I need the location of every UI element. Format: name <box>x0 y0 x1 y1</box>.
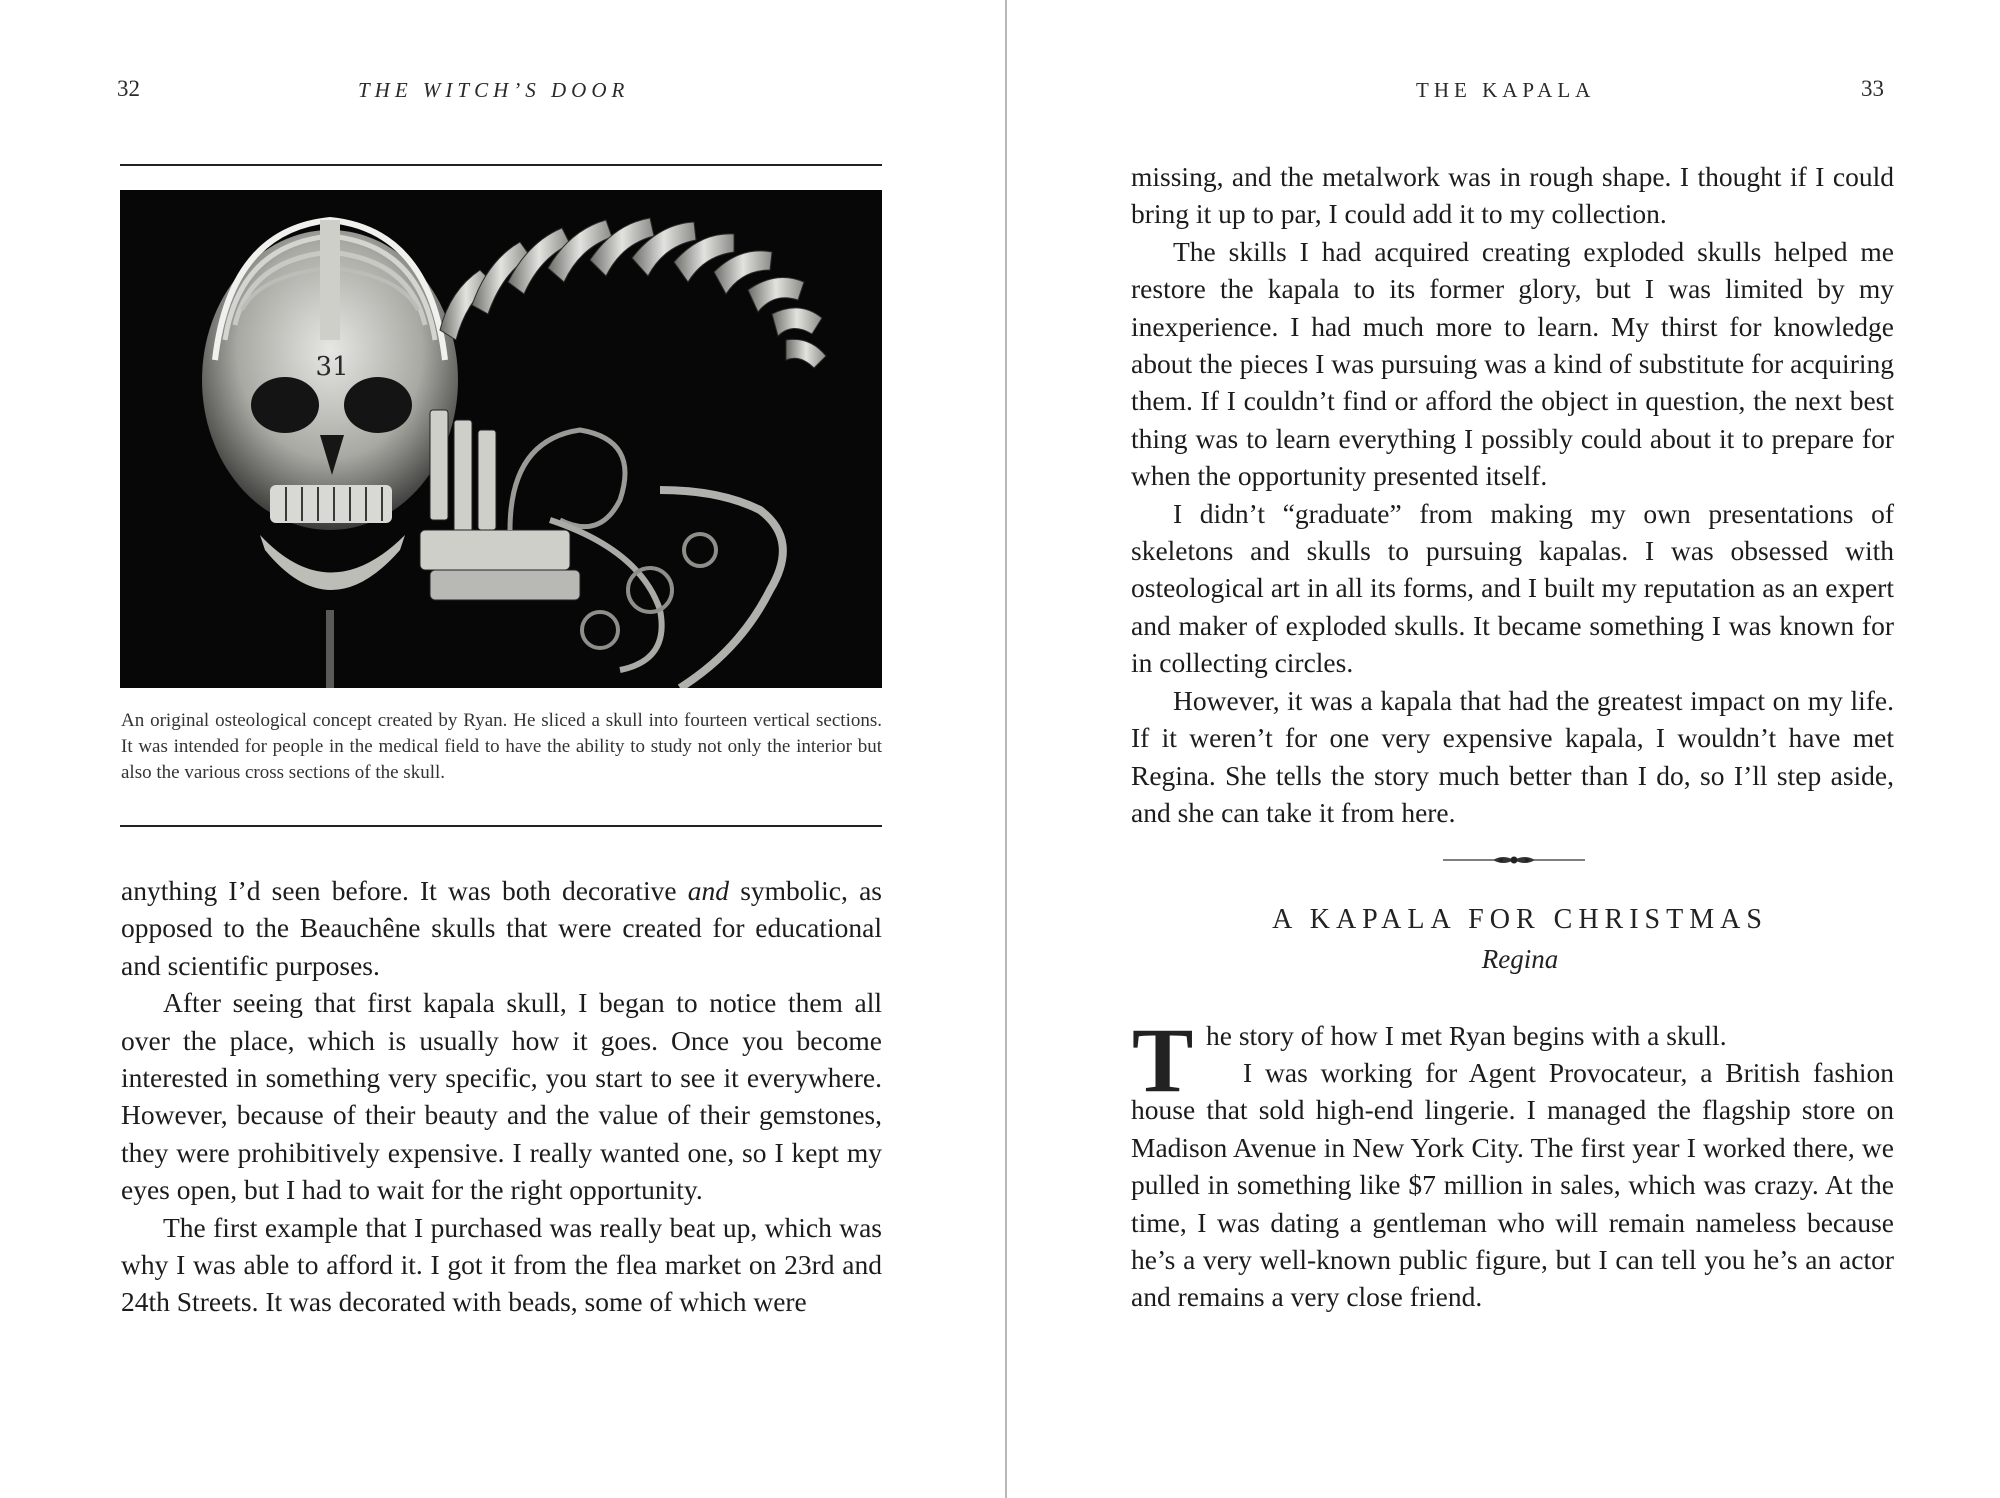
right-paragraph-3: I didn’t “graduate” from making my own presentations of skeletons and skulls to pursuing kapalas. I was obsessed with osteological art in all its forms, and I built my reputation as an expert and maker of exploded skulls. It became something I was known for in collecting circles. <box>1131 497 1894 679</box>
right-paragraph-2: The skills I had acquired creating exploded skulls helped me restore the kapala to its former glory, but I was limited by my inexperience. I had much more to learn. My thirst for knowledge about the pieces I was pursuing was a kind of substitute for acquiring them. If I couldn’t find or afford the object in question, the next best thing was to learn everything I possibly could about it to prepare for when the opportunity presented itself. <box>1131 235 1894 492</box>
figure-bottom-rule <box>120 825 882 827</box>
section-ornament <box>1443 852 1585 868</box>
chapter-title: A KAPALA FOR CHRISTMAS <box>1272 904 1768 935</box>
right-paragraph-4: However, it was a kapala that had the greatest impact on my life. If it weren’t for one very expensive kapala, I wouldn’t have met Regina. She tells the story much better than I do, so I’ll step aside, and she can take it from here. <box>1131 684 1894 828</box>
skull-number-label: 31 <box>315 352 349 382</box>
left-paragraph-1: anything I’d seen before. It was both decorative and symbolic, as opposed to the Beauchêne skulls that were created for educational and scientific purposes. <box>121 875 882 981</box>
drop-cap: T <box>1132 1009 1194 1111</box>
left-paragraph-3: The first example that I purchased was really beat up, which was why I was able to afford it. I got it from the flea market on 23rd and 24th Streets. It was decorated with beads, some of which were <box>121 1211 882 1318</box>
book-gutter <box>1005 0 1007 1498</box>
emphasis-and: and <box>687 875 729 906</box>
chapter-body <box>1131 1054 1894 1316</box>
running-head-left: THE WITCH’S DOOR <box>358 78 630 102</box>
page-number-right: 33 <box>1861 76 1884 101</box>
right-paragraph-1: missing, and the metalwork was in rough shape. I thought if I could bring it up to par, I could add it to my collection. <box>1131 161 1894 230</box>
page-number-left: 32 <box>117 76 140 101</box>
figure-top-rule <box>120 164 882 166</box>
left-paragraph-2: After seeing that first kapala skull, I began to notice them all over the place, which is usually how it goes. Once you become interested in something very specific, you start to see it everywhere. However, because of their beauty and the value of their gemstones, they were prohibitively expensive. I really wanted one, so I kept my eyes open, but I had to wait for the right opportunity. <box>121 987 882 1206</box>
running-head-right: THE KAPALA <box>1416 78 1596 102</box>
chapter-paragraph-2: I was working for Agent Provocateur, a British fashion house that sold high-end lingerie. I managed the flagship store on Madison Avenue in New York City. The first year I worked there, we pulled in something like $7 million in sales, which was crazy. At the time, I was dating a gentleman who will remain nameless because he’s a very well-known public figure, but I can tell you he’s an actor and remains a very close friend. <box>1131 1057 1894 1313</box>
chapter-author: Regina <box>1481 944 1559 974</box>
exploded-skull-photo <box>120 190 882 688</box>
figure-caption: An original osteological concept created by Ryan. He sliced a skull into fourteen vertical sections. It was intended for people in the medical field to have the ability to study not only the interior but also the various cross sections of the skull. <box>121 710 882 783</box>
chapter-opening-line: he story of how I met Ryan begins with a skull. <box>1206 1020 1727 1051</box>
left-page-body <box>121 872 882 1321</box>
skull-illustration <box>120 190 882 688</box>
right-page-body <box>1131 158 1894 831</box>
